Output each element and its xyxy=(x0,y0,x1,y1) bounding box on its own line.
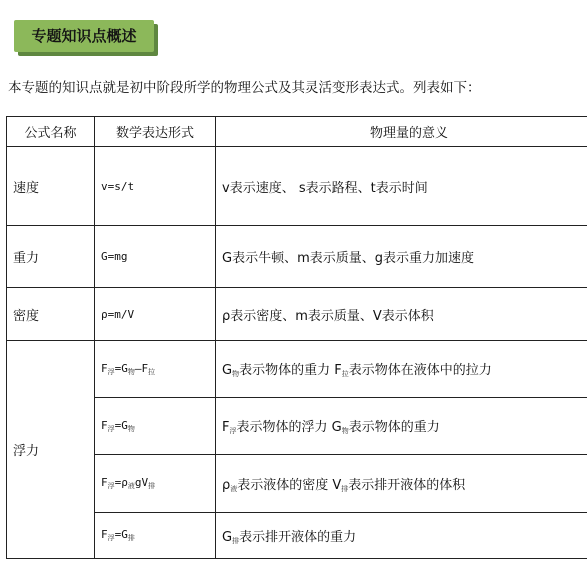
formula-cell: v=s/t xyxy=(95,147,216,226)
intro-paragraph: 本专题的知识点就是初中阶段所学的物理公式及其灵活变形表达式。列表如下： xyxy=(8,80,481,96)
quantity-name: 速度 xyxy=(7,147,95,226)
meaning-cell: $F_浮$表示物体的浮力 $G_物$表示物体的重力 xyxy=(216,398,587,455)
table-row xyxy=(7,226,587,288)
table-row xyxy=(7,341,587,398)
meaning-cell: $G_排$表示排开液体的重力 xyxy=(216,513,587,559)
formula-cell: ρ=m/V xyxy=(95,288,216,341)
formula-table xyxy=(6,116,587,559)
section-title: 专题知识点概述 xyxy=(31,27,137,45)
table-row xyxy=(7,288,587,341)
quantity-name: 重力 xyxy=(7,226,95,288)
table-header-row xyxy=(7,117,587,147)
formula-cell: $F_浮=\rho_液gV_排$ xyxy=(95,455,216,513)
quantity-name: 浮力 xyxy=(7,341,95,559)
formula-cell: G=mg xyxy=(95,226,216,288)
formula-cell: $F_浮=G_物$ xyxy=(95,398,216,455)
meaning-cell: ρ表示密度、m表示质量、V表示体积 xyxy=(216,288,587,341)
table-row xyxy=(7,513,587,559)
quantity-name: 密度 xyxy=(7,288,95,341)
table-row xyxy=(7,147,587,226)
meaning-cell: G表示牛顿、m表示质量、g表示重力加速度 xyxy=(216,226,587,288)
meaning-cell: v表示速度、 s表示路程、t表示时间 xyxy=(216,147,587,226)
header-name: 公式名称 xyxy=(7,117,95,147)
header-formula: 数学表达形式 xyxy=(95,117,216,147)
meaning-cell: $\rho_液$表示液体的密度 $V_排$表示排开液体的体积 xyxy=(216,455,587,513)
table-row xyxy=(7,455,587,513)
header-meaning: 物理量的意义 xyxy=(216,117,587,147)
table-row xyxy=(7,398,587,455)
meaning-cell: $G_物$表示物体的重力 $F_拉$表示物体在液体中的拉力 xyxy=(216,341,587,398)
formula-cell: $F_浮=G_排$ xyxy=(95,513,216,559)
formula-cell: $F_浮=G_物—F_拉$ xyxy=(95,341,216,398)
